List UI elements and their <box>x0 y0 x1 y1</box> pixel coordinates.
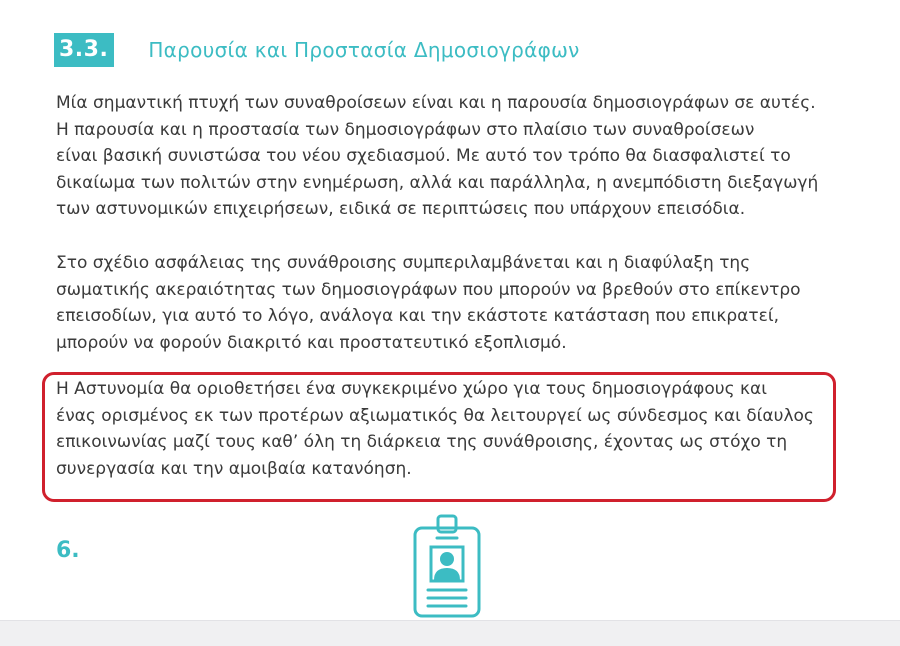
paragraph-line: επεισοδίων, για αυτό το λόγο, ανάλογα και την εκάστοτε κατάσταση που επικρατεί, <box>56 306 779 326</box>
paragraph-line: Μία σημαντική πτυχή των συναθροίσεων είναι και η παρουσία δημοσιογράφων σε αυτές. <box>56 93 816 113</box>
paragraph-line: είναι βασική συνιστώσα του νέου σχεδιασμού. Με αυτό τον τρόπο θα διασφαλιστεί το <box>56 146 791 166</box>
paragraph-journalists-presence <box>56 90 846 223</box>
paragraph-line: ένας ορισμένος εκ των προτέρων αξιωματικός θα λειτουργεί ως σύνδεσμος και δίαυλος <box>56 405 814 426</box>
paragraph-line: Η Αστυνομία θα οριοθετήσει ένα συγκεκριμένο χώρο για τους δημοσιογράφους και <box>56 379 767 399</box>
paragraph-security-plan <box>56 250 846 356</box>
paragraph-line: μπορούν να φορούν διακριτό και προστατευτικό εξοπλισμό. <box>56 332 567 353</box>
paragraph-line: σωματικής ακεραιότητας των δημοσιογράφων που μπορούν να βρεθούν στο επίκεντρο <box>56 279 801 300</box>
paragraph-line: επικοινωνίας μαζί τους καθ’ όλη τη διάρκεια της συνάθροισης, έχοντας ως στόχο τη <box>56 432 788 452</box>
section-title: Παρουσία και Προστασία Δημοσιογράφων <box>148 38 580 62</box>
section-header <box>54 33 580 67</box>
paragraph-police-liaison <box>56 376 846 482</box>
paragraph-line: Η παρουσία και η προστασία των δημοσιογράφων στο πλαίσιο των συναθροίσεων <box>56 119 755 140</box>
page-number: 6. <box>56 538 80 563</box>
id-badge-icon <box>412 514 482 618</box>
paragraph-line: των αστυνομικών επιχειρήσεων, ειδικά σε περιπτώσεις που υπάρχουν επεισόδια. <box>56 199 746 219</box>
paragraph-line: Στο σχέδιο ασφάλειας της συνάθροισης συμπεριλαμβάνεται και η διαφύλαξη της <box>56 253 751 273</box>
paragraph-line: δικαίωμα των πολιτών στην ενημέρωση, αλλά και παράλληλα, η ανεμπόδιστη διεξαγωγή <box>56 172 819 193</box>
paragraph-line: συνεργασία και την αμοιβαία κατανόηση. <box>56 458 412 479</box>
bottom-bar <box>0 620 900 646</box>
section-number: 3.3. <box>54 33 114 67</box>
